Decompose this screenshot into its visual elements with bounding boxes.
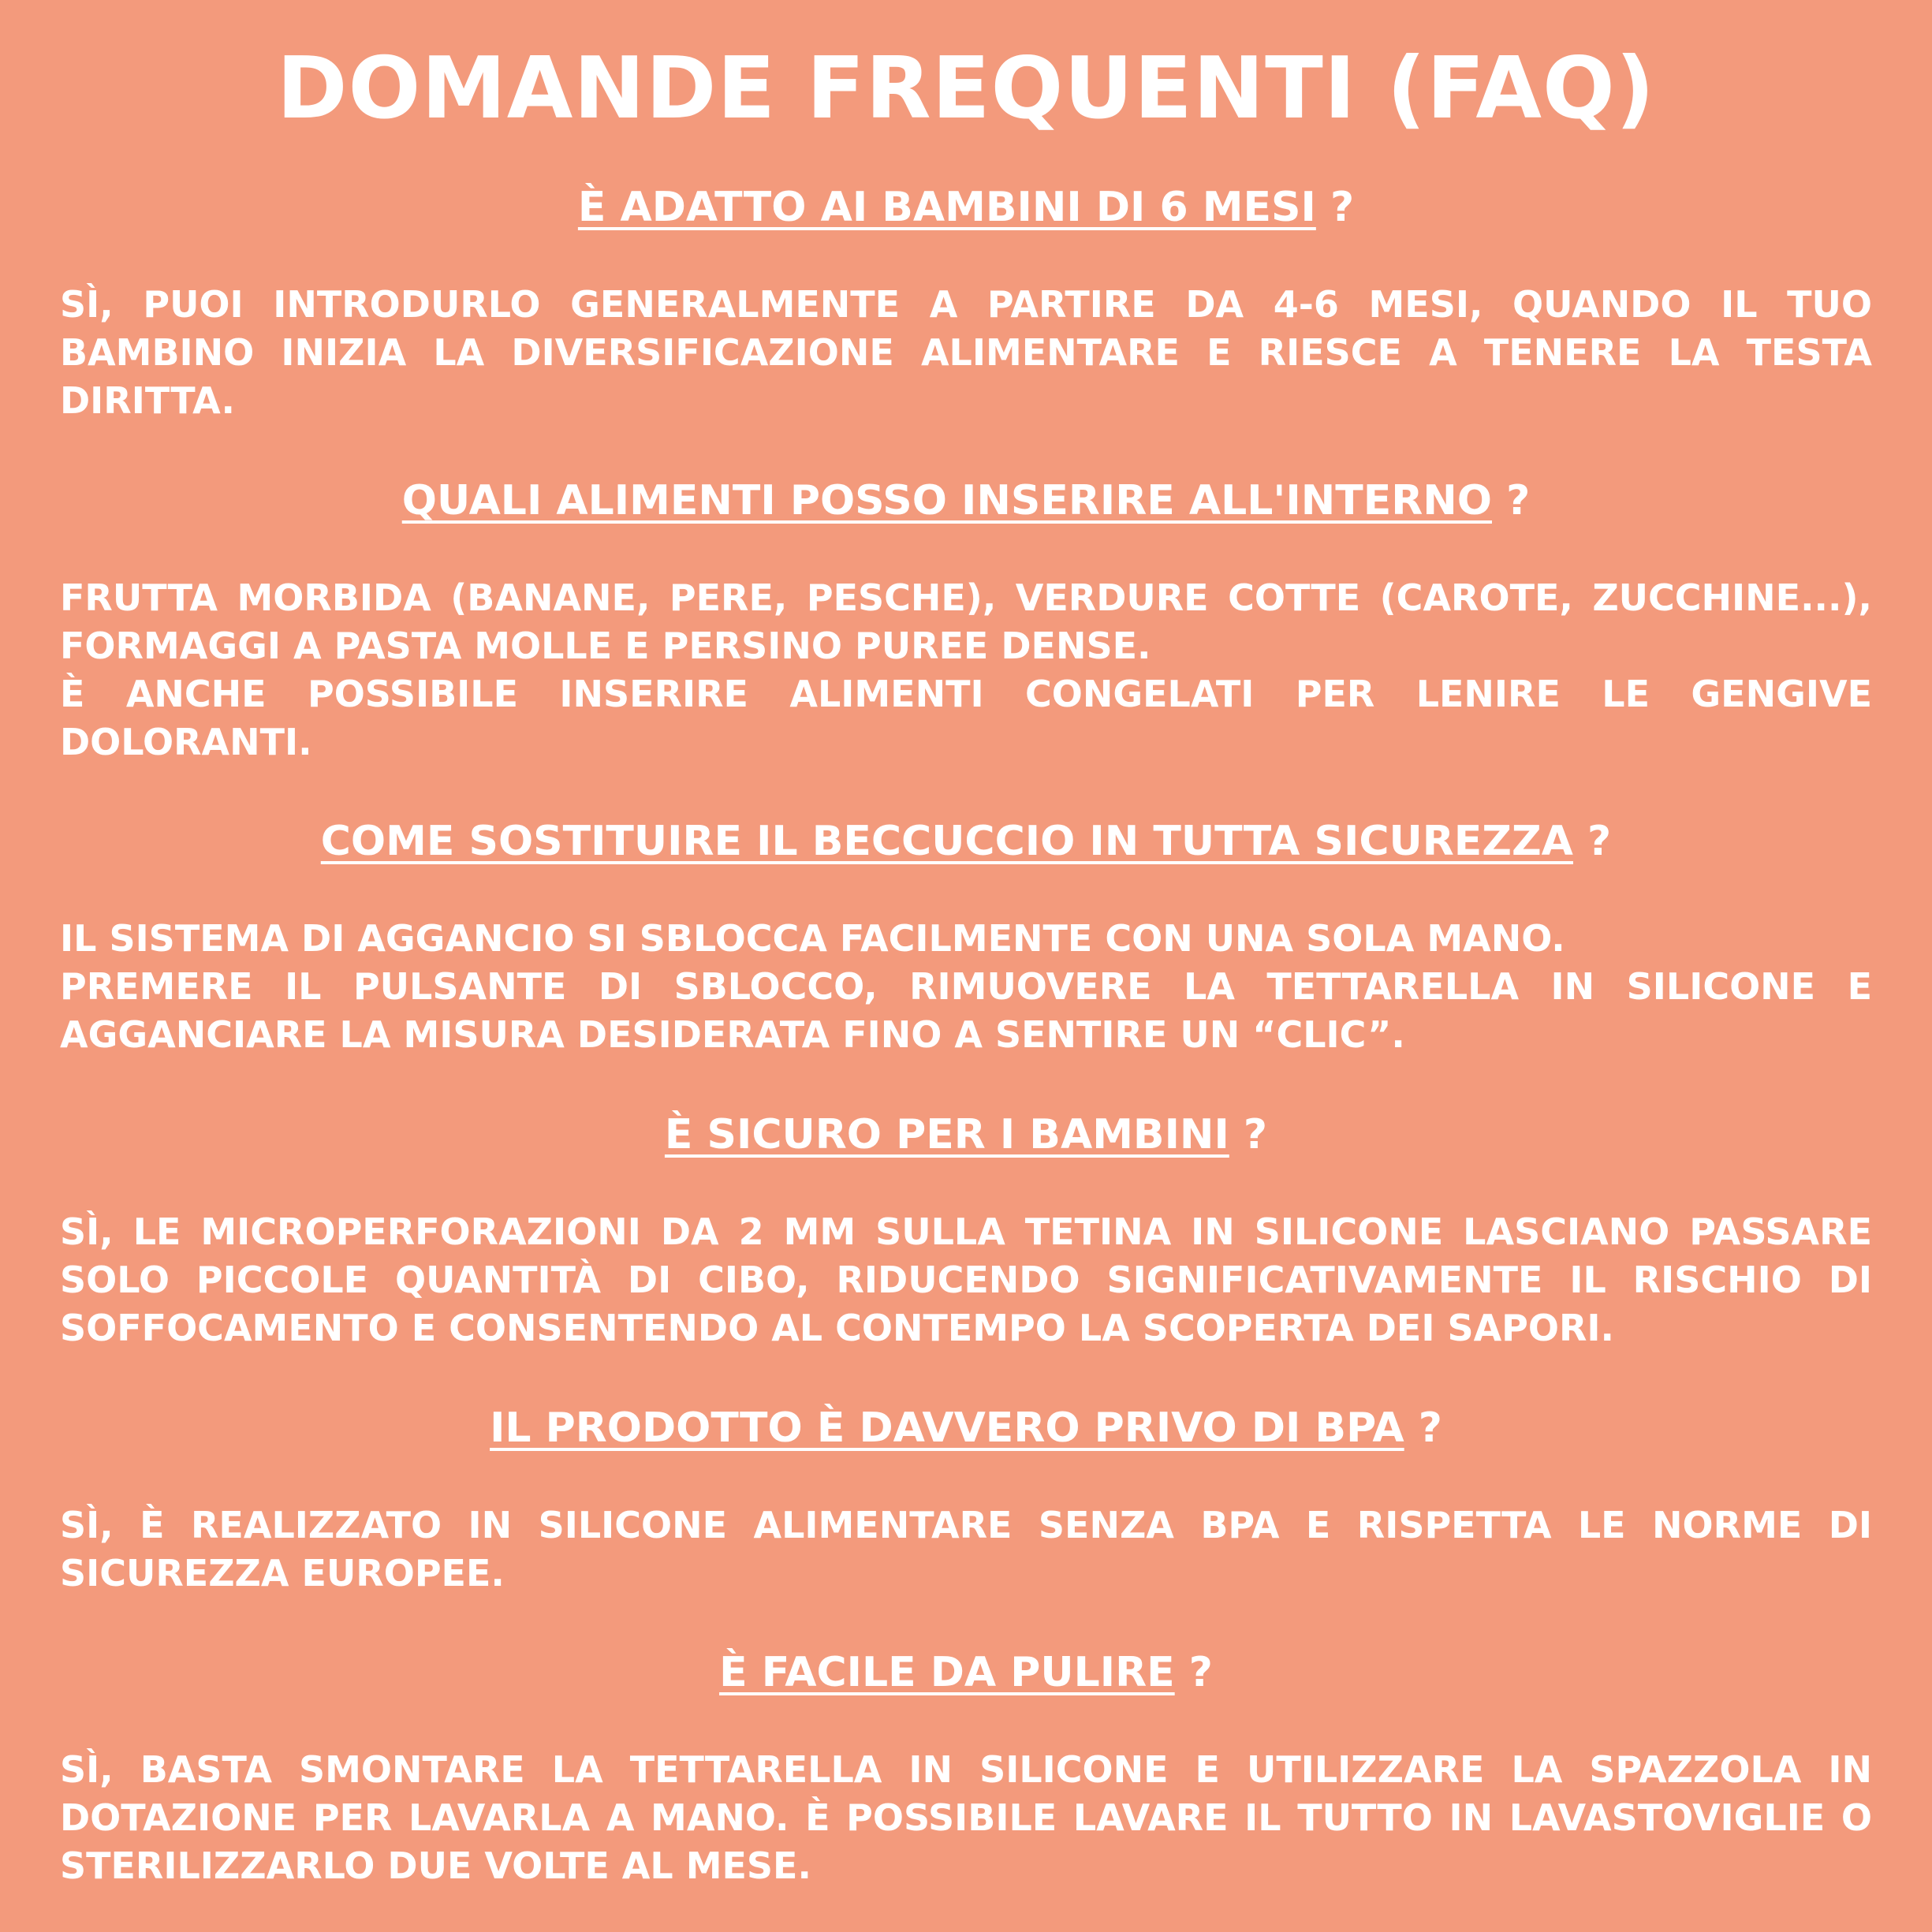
question-mark: ? — [1418, 1404, 1442, 1452]
faq-question-text: È ADATTO AI BAMBINI DI 6 MESI — [577, 184, 1316, 231]
faq-answer-paragraph: SÌ, PUOI INTRODURLO GENERALMENTE A PARTIRE DA 4-6 MESI, QUANDO IL TUO BAMBINO INIZIA LA DIVERSIFICAZIONE ALIMENTARE E RIESCE A TENERE LA TESTA DIRITTA. — [60, 283, 1872, 422]
faq-answer-paragraph: FRUTTA MORBIDA (BANANE, PERE, PESCHE), VERDURE COTTE (CAROTE, ZUCCHINE...), FORMAGGI A PASTA MOLLE E PERSINO PUREE DENSE. — [60, 576, 1872, 667]
question-mark: ? — [1188, 1649, 1213, 1696]
faq-question-3 — [60, 815, 1872, 867]
question-mark: ? — [1506, 477, 1531, 524]
faq-question-1 — [60, 181, 1872, 233]
faq-answer-4 — [60, 1208, 1872, 1352]
question-mark: ? — [1243, 1111, 1268, 1158]
faq-answer-paragraph: IL SISTEMA DI AGGANCIO SI SBLOCCA FACILMENTE CON UNA SOLA MANO. — [60, 917, 1565, 960]
faq-question-text: IL PRODOTTO È DAVVERO PRIVO DI BPA — [490, 1404, 1404, 1452]
faq-question-2 — [60, 475, 1872, 527]
faq-answer-paragraph: È ANCHE POSSIBILE INSERIRE ALIMENTI CONGELATI PER LENIRE LE GENGIVE DOLORANTI. — [60, 673, 1872, 763]
faq-question-text: QUALI ALIMENTI POSSO INSERIRE ALL'INTERNO — [401, 477, 1492, 524]
faq-answer-5 — [60, 1501, 1872, 1598]
faq-answer-2 — [60, 574, 1872, 766]
page-title: DOMANDE FREQUENTI (FAQ) — [276, 39, 1656, 138]
faq-answer-6 — [60, 1746, 1872, 1890]
faq-question-5 — [60, 1402, 1872, 1454]
faq-answer-1 — [60, 281, 1872, 425]
faq-answer-paragraph: SÌ, LE MICROPERFORAZIONI DA 2 MM SULLA TETINA IN SILICONE LASCIANO PASSARE SOLO PICCOLE QUANTITÀ DI CIBO, RIDUCENDO SIGNIFICATIVAMENTE IL RISCHIO DI SOFFOCAMENTO E CONSENTENDO AL CONTEMPO LA SCOPERTA DEI SAPORI. — [60, 1210, 1872, 1349]
faq-question-text: COME SOSTITUIRE IL BECCUCCIO IN TUTTA SICUREZZA — [320, 818, 1573, 865]
faq-answer-paragraph: PREMERE IL PULSANTE DI SBLOCCO, RIMUOVERE LA TETTARELLA IN SILICONE E AGGANCIARE LA MISURA DESIDERATA FINO A SENTIRE UN “CLIC”. — [60, 965, 1872, 1056]
faq-answer-paragraph: SÌ, BASTA SMONTARE LA TETTARELLA IN SILICONE E UTILIZZARE LA SPAZZOLA IN DOTAZIONE PER LAVARLA A MANO. È POSSIBILE LAVARE IL TUTTO IN LAVASTOVIGLIE O STERILIZZARLO DUE VOLTE AL MESE. — [60, 1748, 1872, 1887]
faq-question-text: È SICURO PER I BAMBINI — [664, 1111, 1229, 1158]
faq-question-6 — [60, 1647, 1872, 1699]
faq-question-text: È FACILE DA PULIRE — [719, 1649, 1175, 1696]
faq-answer-paragraph: SÌ, È REALIZZATO IN SILICONE ALIMENTARE SENZA BPA E RISPETTA LE NORME DI SICUREZZA EUROPEE. — [60, 1504, 1872, 1594]
question-mark: ? — [1330, 184, 1355, 231]
question-mark: ? — [1587, 818, 1612, 865]
faq-question-4 — [60, 1109, 1872, 1161]
faq-answer-3 — [60, 915, 1872, 1059]
